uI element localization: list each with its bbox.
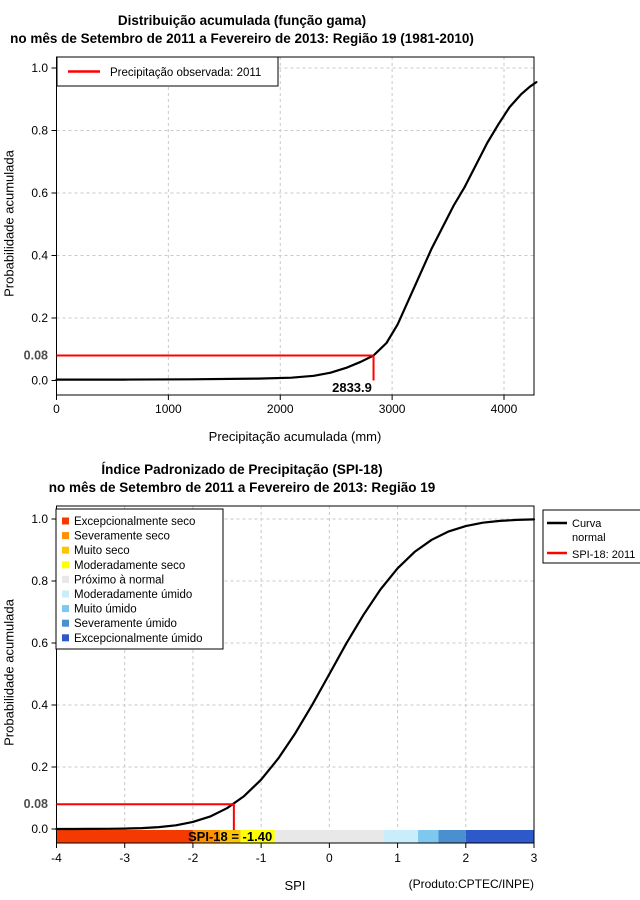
legend-swatch-7: [62, 605, 69, 612]
spi-category-bar-segment: [57, 830, 193, 843]
x-tick-label: -3: [119, 851, 131, 865]
x-tick-label: 2: [462, 851, 470, 865]
bottom-y-axis-label: Probabilidade acumulada: [1, 599, 17, 746]
spi-category-bar-segment: [439, 830, 466, 843]
y-tick-label: 0.6: [31, 636, 48, 650]
x-tick-label: 0: [53, 402, 60, 416]
y-tick-label: 1.0: [31, 61, 48, 75]
legend-swatch-3: [62, 547, 69, 554]
y-tick-label: 0.2: [31, 311, 48, 325]
legend-category-label: Moderadamente úmido: [74, 589, 193, 601]
top-y-axis-label: Probabilidade acumulada: [1, 150, 17, 297]
x-tick-label: 1: [394, 851, 401, 865]
x-tick-label: 3: [530, 851, 538, 865]
y-tick-label: 0.0: [31, 822, 48, 836]
curve-legend-label: SPI-18: 2011: [572, 549, 636, 561]
legend-category-label: Muito seco: [74, 545, 130, 558]
legend-category-label: Severamente úmido: [74, 618, 177, 631]
x-tick-label: -2: [187, 851, 199, 865]
legend-swatch-9: [62, 634, 69, 641]
x-tick-label: 3000: [378, 402, 406, 416]
y-tick-label: 0.2: [31, 760, 48, 774]
legend-swatch-6: [62, 591, 69, 598]
bottom-x-axis-label: SPI: [284, 878, 306, 893]
spi-category-bar-segment: [466, 830, 534, 843]
x-tick-label: 0: [326, 851, 333, 865]
x-tick-label: 2000: [266, 402, 294, 416]
curve-legend-label: Curva: [572, 518, 602, 530]
legend-swatch-8: [62, 620, 69, 627]
plot-box: [57, 57, 535, 395]
legend-swatch-1: [62, 518, 69, 525]
legend-category-label: Excepcionalmente seco: [74, 516, 196, 528]
observed-precipitation-annotation: 2833.9: [332, 380, 372, 395]
legend-category-label: Excepcionalmente úmido: [74, 632, 203, 645]
bottom-chart-title-line1: Índice Padronizado de Precipitação (SPI-18): [101, 462, 383, 477]
top-chart-title-line2: no mês de Setembro de 2011 a Fevereiro de 2013: Região 19 (1981-2010): [10, 31, 474, 46]
spi-category-bar-segment: [275, 830, 384, 843]
curve-legend-label: normal: [572, 532, 606, 544]
bottom-chart-title-line2: no mês de Setembro de 2011 a Fevereiro de 2013: Região 19: [48, 480, 436, 495]
legend-category-label: Moderadamente seco: [74, 559, 186, 572]
highlight-probability-label: 0.08: [23, 348, 48, 363]
x-tick-label: 4000: [490, 402, 518, 416]
y-tick-label: 0.6: [31, 186, 48, 200]
x-tick-label: -1: [255, 851, 267, 865]
highlight-probability-label: 0.08: [23, 797, 48, 812]
gamma-cdf-curve: [57, 82, 537, 380]
y-tick-label: 0.0: [31, 373, 48, 388]
spi-value-annotation: SPI-18 = -1.40: [188, 829, 273, 844]
spi-category-bar-segment: [418, 830, 438, 843]
spi-category-bar-segment: [384, 830, 418, 843]
y-tick-label: 1.0: [31, 512, 48, 526]
legend-swatch-4: [62, 561, 69, 568]
top-chart-title-line1: Distribuição acumulada (função gama): [117, 13, 367, 28]
top-x-axis-label: Precipitação acumulada (mm): [208, 429, 382, 444]
legend-category-label: Muito úmido: [74, 603, 137, 616]
product-credit: (Produto:CPTEC/INPE): [408, 877, 534, 891]
y-tick-label: 0.8: [31, 123, 48, 138]
legend-swatch-2: [62, 532, 69, 539]
y-tick-label: 0.4: [31, 698, 48, 712]
x-tick-label: 1000: [155, 402, 182, 416]
legend-category-label: Severamente seco: [74, 530, 170, 543]
x-tick-label: -4: [51, 851, 62, 865]
y-tick-label: 0.4: [31, 248, 48, 263]
y-tick-label: 0.8: [31, 574, 48, 588]
top-legend-label: Precipitação observada: 2011: [110, 67, 262, 79]
legend-swatch-5: [62, 576, 69, 583]
legend-category-label: Próximo à normal: [74, 574, 165, 587]
